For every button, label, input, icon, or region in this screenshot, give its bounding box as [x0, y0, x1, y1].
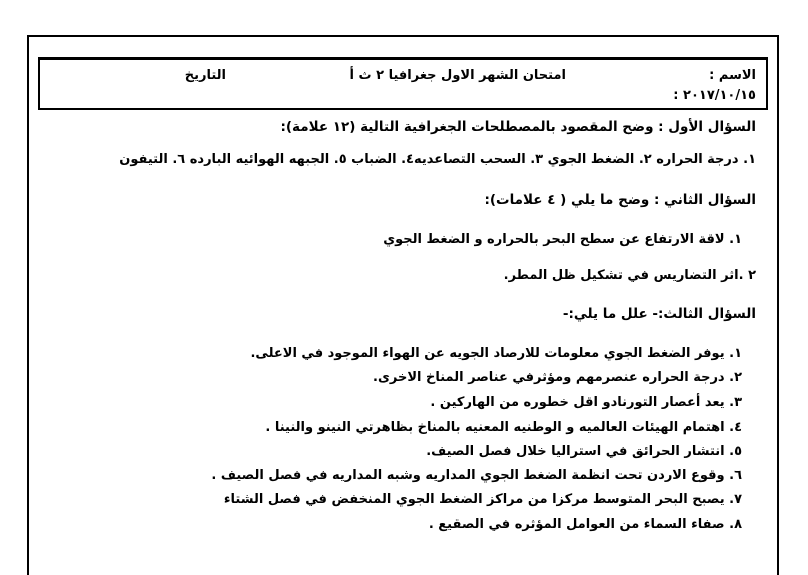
question-3-item: ٣. يعد أعصار التورنادو اقل خطوره من الهاركين .	[430, 395, 742, 410]
question-3-item: ٦. وقوع الاردن تحت انظمة الضغط الجوي المداريه وشبه المداريه في فصل الصيف .	[211, 468, 742, 483]
date-value: ٢٠١٧/١٠/١٥ :	[673, 88, 756, 103]
date-label: التاريخ	[184, 68, 226, 83]
question-2-item: ١. لاقة الارتفاع عن سطح البحر بالحراره و الضغط الجوي	[383, 232, 742, 247]
question-2-title: السؤال الثاني : وضح ما يلي ( ٤ علامات):	[484, 192, 756, 208]
question-3-item: ٥. انتشار الحرائق في استراليا خلال فصل الصيف.	[426, 444, 742, 459]
question-2-item: ٢ .اثر التضاريس في تشكيل ظل المطر.	[503, 268, 756, 283]
exam-header-box	[38, 57, 768, 110]
question-3-item: ٤. اهتمام الهيئات العالميه و الوطنيه المعنيه بالمناخ بظاهرتي النينو والنينا .	[265, 420, 742, 435]
question-3-item: ٧. يصبح البحر المتوسط مركزا من مراكز الضغط الجوي المنخفض في فصل الشتاء	[223, 492, 742, 507]
question-1-terms: ١. درجة الحراره ٢. الضغط الجوي ٣. السحب التصاعديه٤. الضباب ٥. الجبهه الهوائيه البارده ٦. التيفون	[119, 152, 756, 167]
name-label: الاسم :	[709, 68, 756, 83]
question-1-title: السؤال الأول : وضح المقصود بالمصطلحات الجغرافية التالية (١٢ علامة):	[280, 119, 756, 135]
question-3-title: السؤال الثالث:- علل ما يلي:-	[562, 306, 756, 322]
exam-title: امتحان الشهر الاول جغرافيا ٢ ث أ	[349, 68, 566, 83]
question-3-item: ٢. درجة الحراره عنصرمهم ومؤثرفي عناصر المناخ الاخرى.	[373, 370, 742, 385]
question-3-item: ١. يوفر الضغط الجوي معلومات للارصاد الجويه عن الهواء الموجود في الاعلى.	[250, 346, 742, 361]
question-3-item: ٨. صفاء السماء من العوامل المؤثره في الصقيع .	[428, 517, 742, 532]
